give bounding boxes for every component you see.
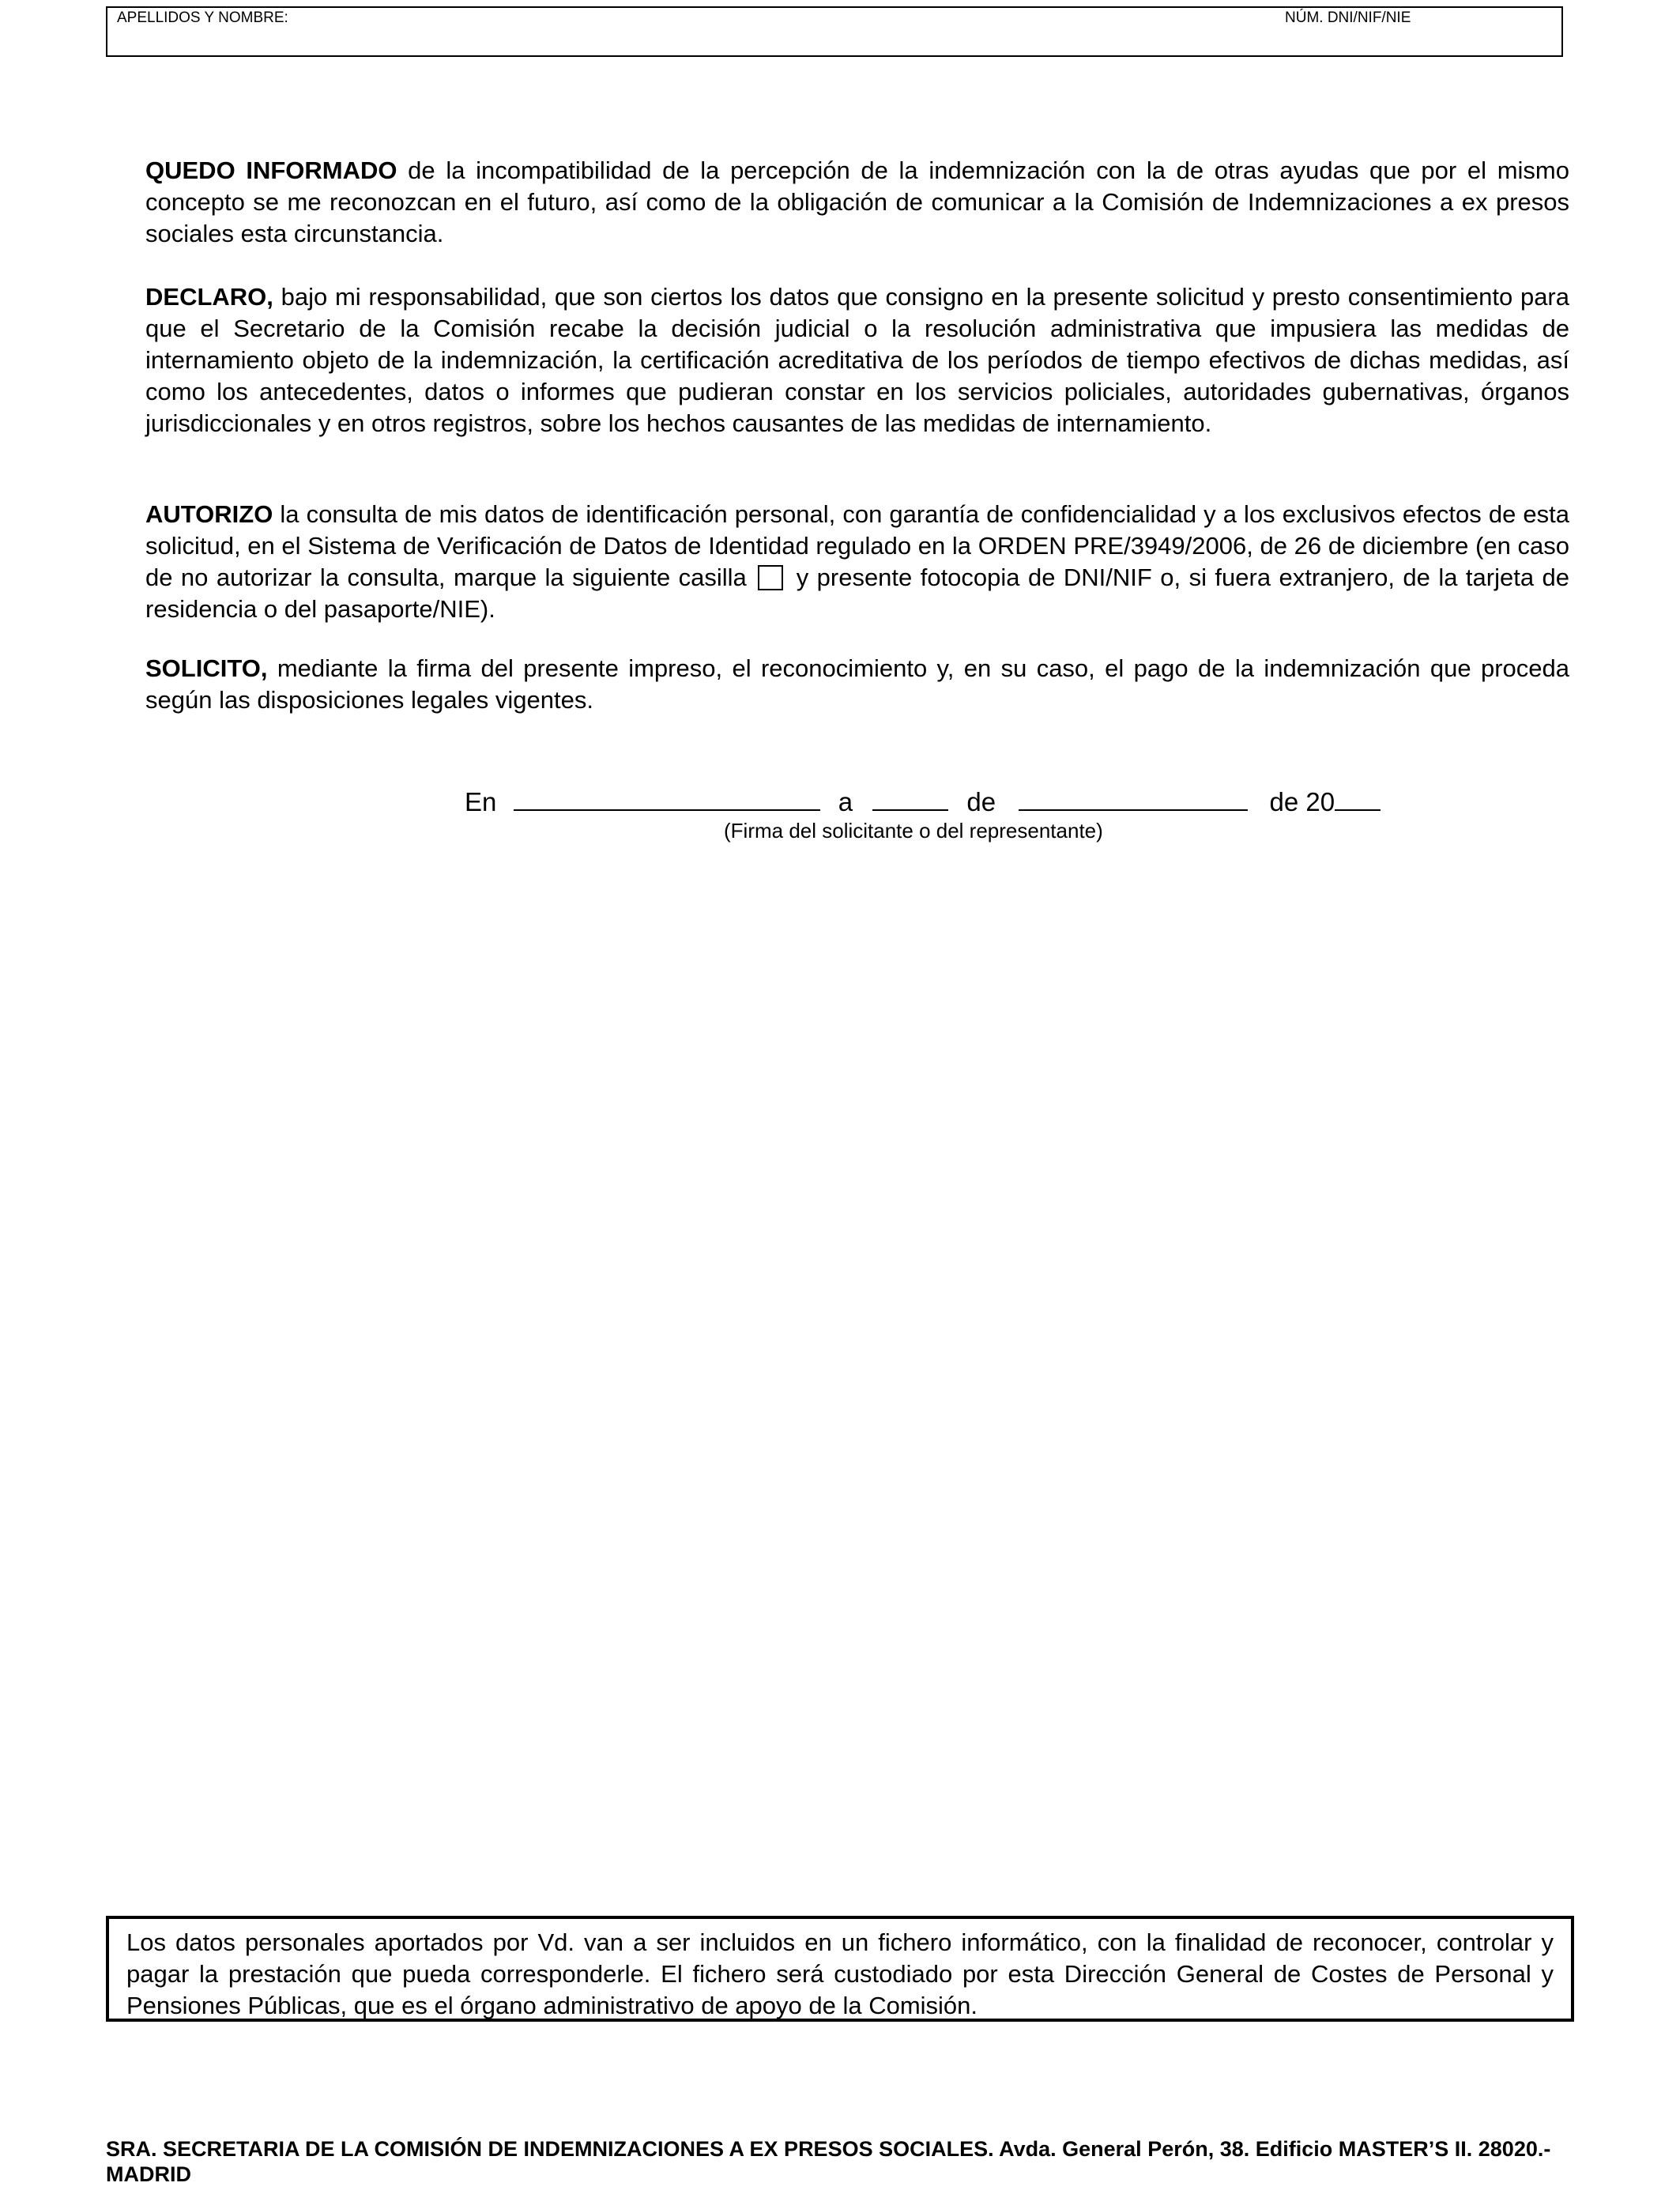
- solicito-lead: SOLICITO,: [145, 654, 268, 682]
- solicito-text: mediante la firma del presente impreso, el reconocimiento y, en su caso, el pago de la indemnización que proceda según las disposiciones legales vigentes.: [145, 654, 1569, 714]
- quedo-informado-lead: QUEDO INFORMADO: [145, 156, 397, 184]
- no-autorizo-checkbox[interactable]: [758, 565, 783, 590]
- day-blank[interactable]: [872, 789, 948, 811]
- footer-address: SRA. SECRETARIA DE LA COMISIÓN DE INDEMNIZACIONES A EX PRESOS SOCIALES. Avda. General Perón, 38. Edificio MASTER’S II. 28020.- MADRID: [106, 2137, 1551, 2186]
- declaro-text: bajo mi responsabilidad, que son ciertos los datos que consigno en la presente solicitud y presto consentimiento para que el Secretario de la Comisión recabe la decisión judicial o la resolución administrativa que impusiera las medidas de internamiento objeto de la indemnización, la certificación acreditativa de los períodos de tiempo efectivos de dichas medidas, así como los antecedentes, datos o informes que pudieran constar en los servicios policiales, autoridades gubernativas, órganos jurisdiccionales y en otros registros, sobre los hechos causantes de las medidas de internamiento.: [145, 283, 1569, 437]
- day-label: a: [838, 787, 853, 816]
- name-field-label: APELLIDOS Y NOMBRE:: [117, 9, 288, 26]
- quedo-informado-text: de la incompatibilidad de la percepción de la indemnización con la de otras ayudas que por el mismo concepto se me reconozcan en el futuro, así como de la obligación de comunicar a la Comisión de Indemnizaciones a ex presos sociales esta circunstancia.: [145, 156, 1569, 247]
- solicito-paragraph: [145, 653, 1569, 716]
- month-blank[interactable]: [1019, 789, 1248, 811]
- autorizo-text-before: la consulta de mis datos de identificación personal, con garantía de confidencialidad y a los exclusivos efectos de esta solicitud, en el Sistema de Verificación de Datos de Identidad regulado en la ORDEN PRE/3949/2006, de 26 de diciembre (en caso de no autorizar la consulta, marque la siguiente casilla: [145, 500, 1569, 591]
- dni-field-label: NÚM. DNI/NIF/NIE: [1285, 9, 1411, 26]
- applicant-header-box: [106, 6, 1563, 57]
- month-label: de: [966, 787, 996, 816]
- place-label: En: [465, 787, 497, 816]
- declaro-lead: DECLARO,: [145, 283, 273, 311]
- privacy-notice-text: Los datos personales aportados por Vd. van a ser incluidos en un fichero informático, con la finalidad de reconocer, controlar y pagar la prestación que pueda corresponderle. El fichero será custodiado por esta Dirección General de Costes de Personal y Pensiones Públicas, que es el órgano administrativo de apoyo de la Comisión.: [126, 1928, 1554, 2019]
- year-label: de 20: [1269, 787, 1335, 816]
- autorizo-lead: AUTORIZO: [145, 500, 273, 528]
- quedo-informado-paragraph: [145, 155, 1569, 250]
- signature-caption: (Firma del solicitante o del representante): [724, 819, 1103, 843]
- autorizo-paragraph: [145, 499, 1569, 625]
- place-blank[interactable]: [514, 789, 820, 811]
- signature-date-line: [465, 787, 1381, 817]
- year-blank[interactable]: [1335, 789, 1381, 811]
- autorizo-text-after: y presente fotocopia de DNI/NIF o, si fuera extranjero, de la tarjeta de residencia o del pasaporte/NIE).: [145, 564, 1569, 623]
- declaro-paragraph: [145, 281, 1569, 439]
- privacy-notice-box: [106, 1916, 1574, 2022]
